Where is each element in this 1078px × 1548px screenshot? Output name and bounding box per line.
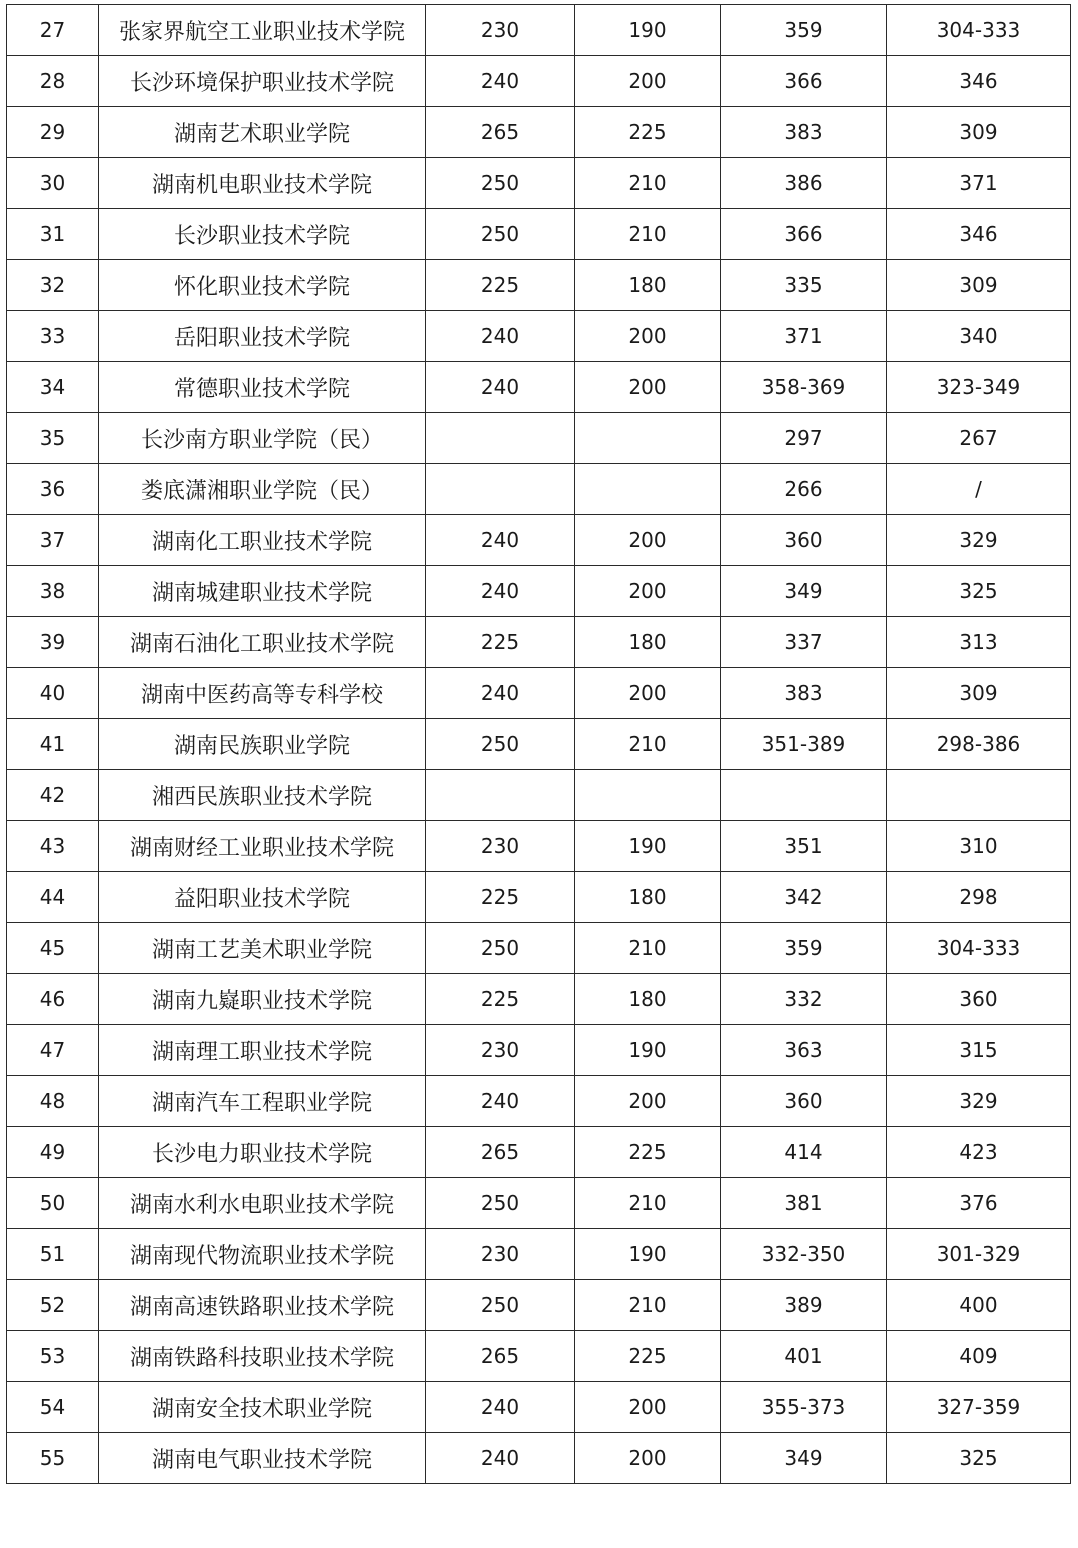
table-row: [7, 260, 1071, 311]
score-c-cell: 366: [721, 56, 887, 107]
table-body: [7, 5, 1071, 1484]
score-c-cell: 359: [721, 5, 887, 56]
score-a-cell: 225: [426, 872, 575, 923]
table-row: [7, 158, 1071, 209]
table-row: [7, 1433, 1071, 1484]
school-name-cell: 湖南理工职业技术学院: [99, 1025, 426, 1076]
table-row: [7, 107, 1071, 158]
school-name-cell: 长沙环境保护职业技术学院: [99, 56, 426, 107]
score-c-cell: 389: [721, 1280, 887, 1331]
table-row: [7, 1229, 1071, 1280]
table-row: [7, 1331, 1071, 1382]
score-c-cell: 335: [721, 260, 887, 311]
score-b-cell: 200: [575, 1076, 721, 1127]
score-d-cell: 267: [887, 413, 1071, 464]
table-row: [7, 464, 1071, 515]
score-a-cell: 240: [426, 1076, 575, 1127]
score-d-cell: 409: [887, 1331, 1071, 1382]
score-b-cell: 180: [575, 260, 721, 311]
score-a-cell: 240: [426, 56, 575, 107]
score-b-cell: 190: [575, 5, 721, 56]
score-c-cell: 349: [721, 1433, 887, 1484]
table-row: [7, 821, 1071, 872]
score-a-cell: 225: [426, 974, 575, 1025]
school-name-cell: 长沙电力职业技术学院: [99, 1127, 426, 1178]
score-c-cell: 359: [721, 923, 887, 974]
row-number-cell: 50: [7, 1178, 99, 1229]
row-number-cell: 44: [7, 872, 99, 923]
score-a-cell: 230: [426, 821, 575, 872]
score-c-cell: 383: [721, 107, 887, 158]
row-number-cell: 38: [7, 566, 99, 617]
score-b-cell: 200: [575, 1433, 721, 1484]
row-number-cell: 40: [7, 668, 99, 719]
score-d-cell: 329: [887, 515, 1071, 566]
table-row: [7, 1178, 1071, 1229]
score-d-cell: 327-359: [887, 1382, 1071, 1433]
score-c-cell: 371: [721, 311, 887, 362]
table-row: [7, 1076, 1071, 1127]
score-b-cell: 190: [575, 1025, 721, 1076]
score-b-cell: 225: [575, 1331, 721, 1382]
school-name-cell: 湖南机电职业技术学院: [99, 158, 426, 209]
score-c-cell: 358-369: [721, 362, 887, 413]
school-name-cell: 湖南民族职业学院: [99, 719, 426, 770]
score-a-cell: 230: [426, 1025, 575, 1076]
score-b-cell: 200: [575, 362, 721, 413]
row-number-cell: 53: [7, 1331, 99, 1382]
table-row: [7, 311, 1071, 362]
row-number-cell: 41: [7, 719, 99, 770]
score-b-cell: 200: [575, 668, 721, 719]
score-a-cell: 265: [426, 1127, 575, 1178]
score-c-cell: 266: [721, 464, 887, 515]
score-b-cell: 210: [575, 1178, 721, 1229]
score-a-cell: 230: [426, 1229, 575, 1280]
row-number-cell: 34: [7, 362, 99, 413]
score-c-cell: [721, 770, 887, 821]
school-name-cell: 湖南电气职业技术学院: [99, 1433, 426, 1484]
score-d-cell: 298-386: [887, 719, 1071, 770]
table-row: [7, 413, 1071, 464]
score-d-cell: 346: [887, 56, 1071, 107]
score-d-cell: 323-349: [887, 362, 1071, 413]
table-row: [7, 1382, 1071, 1433]
row-number-cell: 39: [7, 617, 99, 668]
score-b-cell: 210: [575, 1280, 721, 1331]
score-b-cell: 225: [575, 107, 721, 158]
score-b-cell: 210: [575, 209, 721, 260]
row-number-cell: 37: [7, 515, 99, 566]
table-row: [7, 362, 1071, 413]
school-name-cell: 湖南工艺美术职业学院: [99, 923, 426, 974]
school-name-cell: 长沙职业技术学院: [99, 209, 426, 260]
score-b-cell: [575, 770, 721, 821]
score-a-cell: 250: [426, 923, 575, 974]
score-a-cell: 250: [426, 1280, 575, 1331]
table-row: [7, 923, 1071, 974]
score-d-cell: 304-333: [887, 5, 1071, 56]
school-name-cell: 湖南中医药高等专科学校: [99, 668, 426, 719]
score-a-cell: 265: [426, 107, 575, 158]
score-b-cell: 180: [575, 872, 721, 923]
school-name-cell: 湖南城建职业技术学院: [99, 566, 426, 617]
row-number-cell: 49: [7, 1127, 99, 1178]
score-d-cell: 423: [887, 1127, 1071, 1178]
score-d-cell: 309: [887, 668, 1071, 719]
score-d-cell: 376: [887, 1178, 1071, 1229]
row-number-cell: 43: [7, 821, 99, 872]
table-row: [7, 209, 1071, 260]
row-number-cell: 36: [7, 464, 99, 515]
score-a-cell: 240: [426, 1382, 575, 1433]
score-d-cell: 304-333: [887, 923, 1071, 974]
score-d-cell: 325: [887, 1433, 1071, 1484]
score-a-cell: 265: [426, 1331, 575, 1382]
table-row: [7, 56, 1071, 107]
score-d-cell: 400: [887, 1280, 1071, 1331]
score-c-cell: 381: [721, 1178, 887, 1229]
score-a-cell: 225: [426, 260, 575, 311]
school-name-cell: 湖南现代物流职业技术学院: [99, 1229, 426, 1280]
school-name-cell: 湖南艺术职业学院: [99, 107, 426, 158]
score-b-cell: 190: [575, 1229, 721, 1280]
score-b-cell: [575, 413, 721, 464]
score-b-cell: 190: [575, 821, 721, 872]
score-b-cell: [575, 464, 721, 515]
table-row: [7, 770, 1071, 821]
school-name-cell: 常德职业技术学院: [99, 362, 426, 413]
school-name-cell: 张家界航空工业职业技术学院: [99, 5, 426, 56]
row-number-cell: 51: [7, 1229, 99, 1280]
row-number-cell: 52: [7, 1280, 99, 1331]
table-row: [7, 1280, 1071, 1331]
score-a-cell: 250: [426, 209, 575, 260]
score-b-cell: 210: [575, 719, 721, 770]
score-a-cell: 250: [426, 719, 575, 770]
score-b-cell: 200: [575, 515, 721, 566]
score-c-cell: 337: [721, 617, 887, 668]
score-a-cell: [426, 413, 575, 464]
score-c-cell: 360: [721, 515, 887, 566]
score-c-cell: 366: [721, 209, 887, 260]
table-row: [7, 1127, 1071, 1178]
score-b-cell: 200: [575, 566, 721, 617]
score-d-cell: 313: [887, 617, 1071, 668]
row-number-cell: 54: [7, 1382, 99, 1433]
school-name-cell: 湖南财经工业职业技术学院: [99, 821, 426, 872]
score-c-cell: 297: [721, 413, 887, 464]
row-number-cell: 45: [7, 923, 99, 974]
score-c-cell: 332: [721, 974, 887, 1025]
table-row: [7, 617, 1071, 668]
table-row: [7, 872, 1071, 923]
table-row: [7, 1025, 1071, 1076]
row-number-cell: 27: [7, 5, 99, 56]
score-d-cell: [887, 770, 1071, 821]
score-a-cell: [426, 464, 575, 515]
score-c-cell: 349: [721, 566, 887, 617]
score-a-cell: 225: [426, 617, 575, 668]
row-number-cell: 48: [7, 1076, 99, 1127]
score-a-cell: 240: [426, 362, 575, 413]
score-b-cell: 180: [575, 617, 721, 668]
score-d-cell: 315: [887, 1025, 1071, 1076]
score-c-cell: 383: [721, 668, 887, 719]
score-d-cell: 360: [887, 974, 1071, 1025]
row-number-cell: 42: [7, 770, 99, 821]
score-a-cell: 250: [426, 158, 575, 209]
score-d-cell: 310: [887, 821, 1071, 872]
row-number-cell: 30: [7, 158, 99, 209]
school-name-cell: 湖南汽车工程职业学院: [99, 1076, 426, 1127]
school-name-cell: 湘西民族职业技术学院: [99, 770, 426, 821]
row-number-cell: 55: [7, 1433, 99, 1484]
row-number-cell: 32: [7, 260, 99, 311]
row-number-cell: 33: [7, 311, 99, 362]
score-d-cell: 309: [887, 260, 1071, 311]
score-c-cell: 414: [721, 1127, 887, 1178]
score-table: [6, 4, 1071, 1484]
row-number-cell: 31: [7, 209, 99, 260]
score-a-cell: 250: [426, 1178, 575, 1229]
table-row: [7, 719, 1071, 770]
row-number-cell: 35: [7, 413, 99, 464]
row-number-cell: 47: [7, 1025, 99, 1076]
score-a-cell: 230: [426, 5, 575, 56]
school-name-cell: 怀化职业技术学院: [99, 260, 426, 311]
score-a-cell: 240: [426, 668, 575, 719]
score-c-cell: 332-350: [721, 1229, 887, 1280]
score-b-cell: 200: [575, 311, 721, 362]
school-name-cell: 湖南石油化工职业技术学院: [99, 617, 426, 668]
score-b-cell: 180: [575, 974, 721, 1025]
school-name-cell: 湖南高速铁路职业技术学院: [99, 1280, 426, 1331]
score-d-cell: 371: [887, 158, 1071, 209]
score-d-cell: 298: [887, 872, 1071, 923]
row-number-cell: 46: [7, 974, 99, 1025]
score-b-cell: 200: [575, 1382, 721, 1433]
score-a-cell: 240: [426, 515, 575, 566]
score-d-cell: 325: [887, 566, 1071, 617]
school-name-cell: 湖南安全技术职业学院: [99, 1382, 426, 1433]
score-c-cell: 363: [721, 1025, 887, 1076]
table-row: [7, 515, 1071, 566]
score-c-cell: 386: [721, 158, 887, 209]
score-d-cell: 340: [887, 311, 1071, 362]
score-d-cell: 301-329: [887, 1229, 1071, 1280]
score-a-cell: 240: [426, 1433, 575, 1484]
table-row: [7, 668, 1071, 719]
table-row: [7, 566, 1071, 617]
school-name-cell: 湖南九嶷职业技术学院: [99, 974, 426, 1025]
school-name-cell: 长沙南方职业学院（民）: [99, 413, 426, 464]
score-a-cell: 240: [426, 311, 575, 362]
score-b-cell: 225: [575, 1127, 721, 1178]
score-c-cell: 355-373: [721, 1382, 887, 1433]
score-c-cell: 351-389: [721, 719, 887, 770]
score-b-cell: 200: [575, 56, 721, 107]
score-c-cell: 401: [721, 1331, 887, 1382]
table-row: [7, 5, 1071, 56]
score-a-cell: [426, 770, 575, 821]
table-row: [7, 974, 1071, 1025]
school-name-cell: 益阳职业技术学院: [99, 872, 426, 923]
score-c-cell: 351: [721, 821, 887, 872]
school-name-cell: 湖南铁路科技职业技术学院: [99, 1331, 426, 1382]
row-number-cell: 28: [7, 56, 99, 107]
score-b-cell: 210: [575, 923, 721, 974]
score-b-cell: 210: [575, 158, 721, 209]
score-d-cell: 309: [887, 107, 1071, 158]
school-name-cell: 娄底潇湘职业学院（民）: [99, 464, 426, 515]
score-d-cell: /: [887, 464, 1071, 515]
score-d-cell: 346: [887, 209, 1071, 260]
score-c-cell: 360: [721, 1076, 887, 1127]
score-a-cell: 240: [426, 566, 575, 617]
school-name-cell: 湖南水利水电职业技术学院: [99, 1178, 426, 1229]
school-name-cell: 岳阳职业技术学院: [99, 311, 426, 362]
score-c-cell: 342: [721, 872, 887, 923]
score-d-cell: 329: [887, 1076, 1071, 1127]
row-number-cell: 29: [7, 107, 99, 158]
school-name-cell: 湖南化工职业技术学院: [99, 515, 426, 566]
